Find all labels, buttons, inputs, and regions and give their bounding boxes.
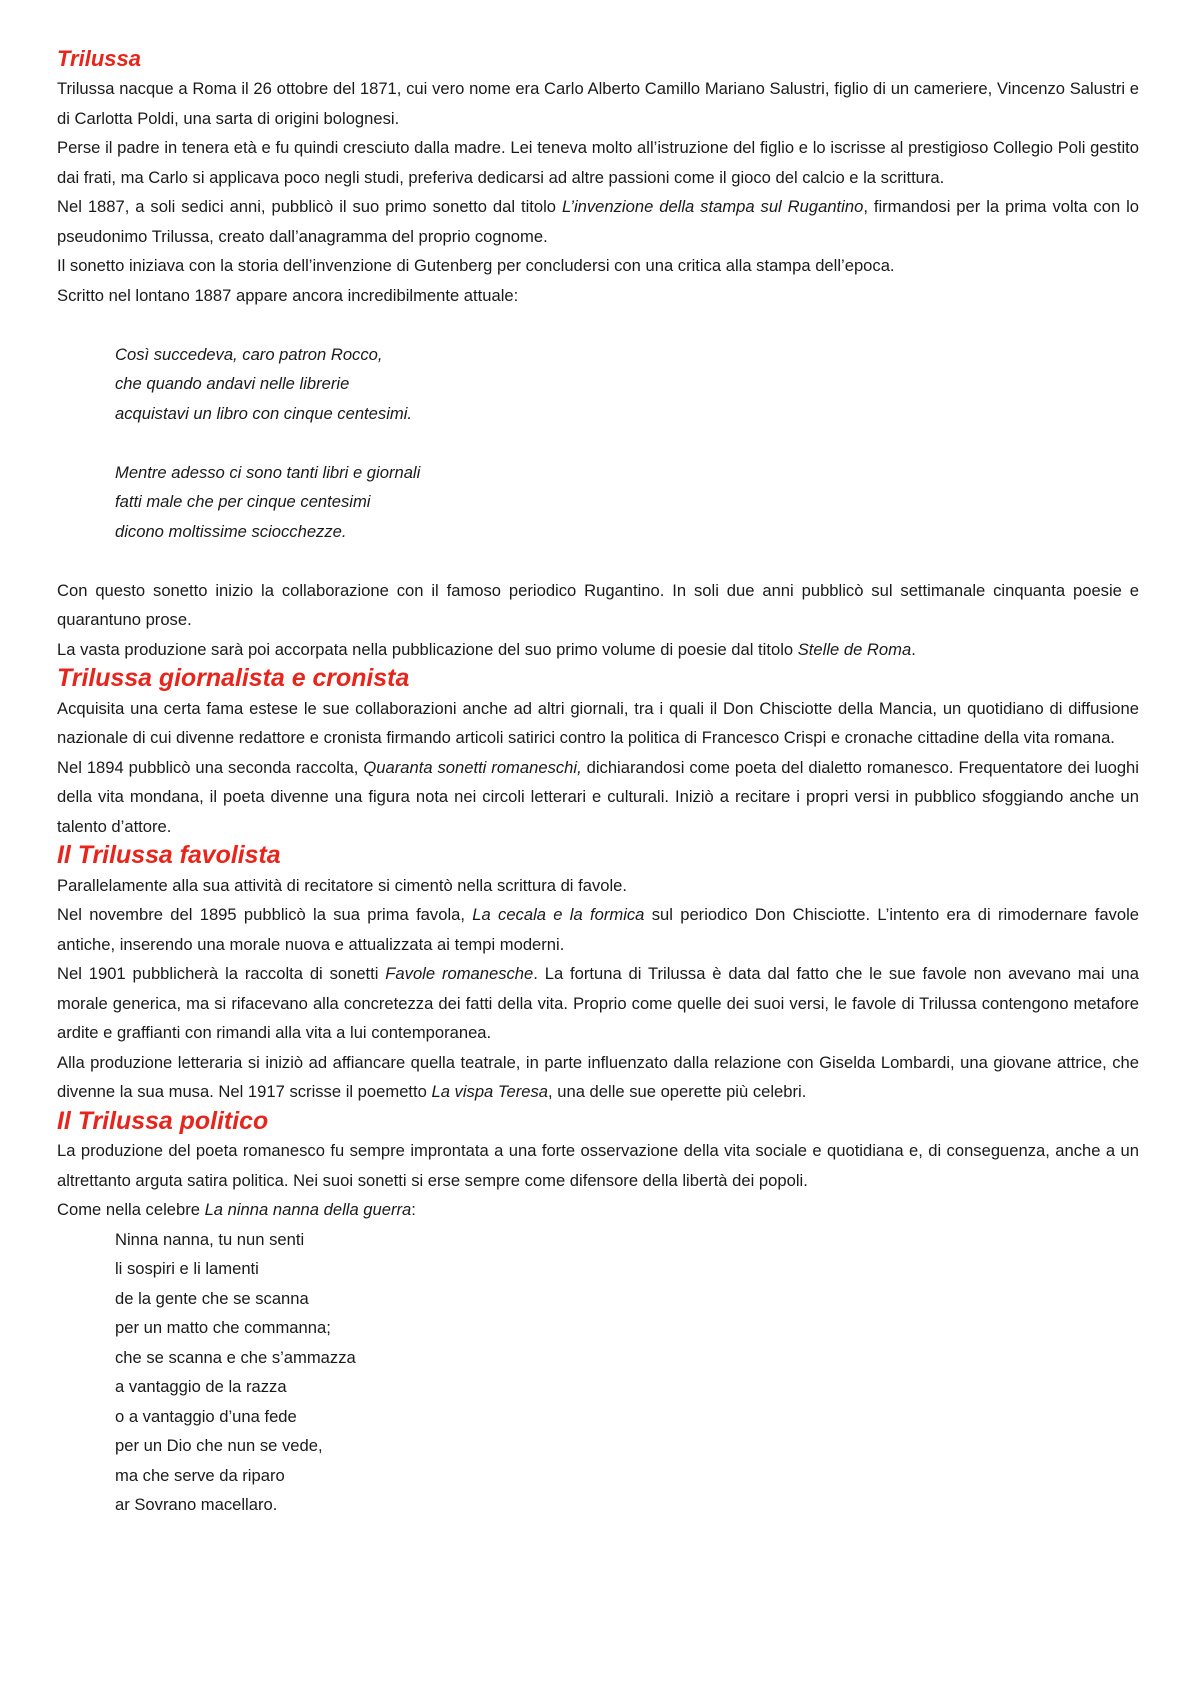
body-paragraph (57, 900, 1139, 959)
work-title: Quaranta sonetti romaneschi, (363, 757, 582, 777)
section-heading-journalist: Trilussa giornalista e cronista (57, 664, 410, 692)
poem-line: acquistavi un libro con cinque centesimi. (115, 403, 413, 423)
text-run: Alla produzione letteraria si iniziò ad affiancare quella teatrale, in parte influenzato dalla relazione con Giselda Lombardi, una giovane attrice, che divenne la sua musa. Nel 1917 scrisse il poemetto (57, 1052, 1139, 1101)
text-run: : (411, 1200, 416, 1219)
poem-line: Così succedeva, caro patron Rocco, (115, 344, 383, 364)
text-run: La vasta produzione sarà poi accorpata nella pubblicazione del suo primo volume di poesie dal titolo (57, 639, 798, 659)
poem-line: ar Sovrano macellaro. (115, 1495, 278, 1514)
work-title: La vispa Teresa (431, 1082, 549, 1101)
body-paragraph: Parallelamente alla sua attività di recitatore si cimentò nella scrittura di favole. (57, 875, 627, 895)
text-run: dichiarandosi come poeta del dialetto romanesco. Frequentatore dei luoghi della vita mondana, il poeta divenne una figura nota nei circoli letterari e culturali. Iniziò a recitare i propri versi in pubblico sfoggiando anche un talento d’attore. (57, 757, 1139, 836)
poem-line: Mentre adesso ci sono tanti libri e giornali (115, 462, 421, 482)
spacer (57, 546, 1139, 576)
intro-paragraph-2: Perse il padre in tenera età e fu quindi cresciuto dalla madre. Lei teneva molto all’istruzione del figlio e lo iscrisse al prestigioso Collegio Poli gestito dai frati, ma Carlo si applicava poco negli studi, preferiva dedicarsi ad altre passioni come il gioco del calcio e la scrittura. (57, 138, 1139, 187)
poem-line: fatti male che per cinque centesimi (115, 492, 371, 511)
body-paragraph: La produzione del poeta romanesco fu sempre improntata a una forte osservazione della vita sociale e quotidiana e, di conseguenza, anche a un altrettanto arguta satira politica. Nei suoi sonetti si erse sempre come difensore della libertà dei popoli. (57, 1141, 1139, 1190)
text-run: Come nella celebre (57, 1200, 205, 1219)
poem-quote-lullaby (115, 1225, 1139, 1520)
body-paragraph (57, 753, 1139, 842)
intro-paragraph-5: Scritto nel lontano 1887 appare ancora incredibilmente attuale: (57, 285, 519, 305)
poem-line: Ninna nanna, tu nun senti (115, 1229, 305, 1249)
document-title: Trilussa (57, 46, 141, 71)
work-title: L’invenzione della stampa sul Rugantino (561, 197, 864, 216)
body-paragraph (57, 1195, 1139, 1225)
text-run: . (911, 639, 916, 659)
poem-line: per un Dio che nun se vede, (115, 1436, 323, 1455)
text-run: , firmandosi per la prima volta con lo pseudonimo Trilussa, creato dall’anagramma del proprio cognome. (57, 197, 1140, 246)
intro-paragraph-3 (57, 192, 1139, 251)
document-page (57, 44, 1139, 1520)
poem-line: li sospiri e li lamenti (115, 1259, 259, 1278)
work-title: Favole romanesche (385, 964, 534, 983)
text-run: . La fortuna di Trilussa è data dal fatto che le sue favole non avevano mai una morale generica, ma si rifacevano alla concretezza dei fatti della vita. Proprio come quelle dei suoi versi, le favole di Trilussa contengono metafore ardite e graffianti con rimandi alla vita a lui contemporanea. (57, 964, 1139, 1042)
poem-line: che quando andavi nelle librerie (115, 374, 350, 393)
text-run: Nel 1894 pubblicò una seconda raccolta, (57, 757, 364, 777)
poem-line: per un matto che commanna; (115, 1318, 331, 1337)
text-run: Nel 1887, a soli sedici anni, pubblicò il suo primo sonetto dal titolo (57, 197, 562, 216)
body-paragraph: Acquisita una certa fama estese le sue collaborazioni anche ad altri giornali, tra i quali il Don Chisciotte della Mancia, un quotidiano di diffusione nazionale di cui divenne redattore e cronista firmando articoli satirici contro la politica di Francesco Crispi e cronache cittadine della vita romana. (57, 698, 1139, 747)
intro-paragraph-1: Trilussa nacque a Roma il 26 ottobre del 1871, cui vero nome era Carlo Alberto Camillo Mariano Salustri, figlio di un cameriere, Vincenzo Salustri e di Carlotta Poldi, una sarta di origini bolognesi. (57, 79, 1139, 128)
text-run: Nel 1901 pubblicherà la raccolta di sonetti (57, 964, 386, 983)
intro-paragraph-4: Il sonetto iniziava con la storia dell’invenzione di Gutenberg per concludersi con una critica alla stampa dell’epoca. (57, 256, 895, 275)
poem-line: a vantaggio de la razza (115, 1377, 287, 1396)
stanza-gap (115, 428, 1139, 458)
poem-quote (115, 340, 1139, 547)
section-heading-political: Il Trilussa politico (57, 1106, 269, 1135)
body-paragraph (57, 959, 1139, 1048)
section-heading-fabulist: Il Trilussa favolista (57, 841, 281, 869)
body-paragraph (57, 635, 1139, 665)
poem-line: ma che serve da riparo (115, 1465, 285, 1485)
spacer (57, 310, 1139, 340)
poem-line: che se scanna e che s’ammazza (115, 1347, 356, 1367)
body-paragraph (57, 1048, 1139, 1107)
text-run: sul periodico Don Chisciotte. L’intento era di rimodernare favole antiche, inserendo una morale nuova e attualizzata ai tempi moderni. (57, 905, 1139, 954)
work-title: La ninna nanna della guerra (204, 1200, 412, 1219)
work-title: Stelle de Roma (797, 639, 912, 659)
poem-line: dicono moltissime sciocchezze. (115, 521, 347, 541)
work-title: La cecala e la formica (472, 905, 645, 924)
text-run: , una delle sue operette più celebri. (548, 1082, 807, 1101)
poem-line: o a vantaggio d’una fede (115, 1406, 297, 1426)
text-run: Nel novembre del 1895 pubblicò la sua prima favola, (57, 905, 473, 924)
body-paragraph: Con questo sonetto inizio la collaborazione con il famoso periodico Rugantino. In soli due anni pubblicò sul settimanale cinquanta poesie e quarantuno prose. (57, 580, 1139, 629)
poem-line: de la gente che se scanna (115, 1288, 309, 1308)
